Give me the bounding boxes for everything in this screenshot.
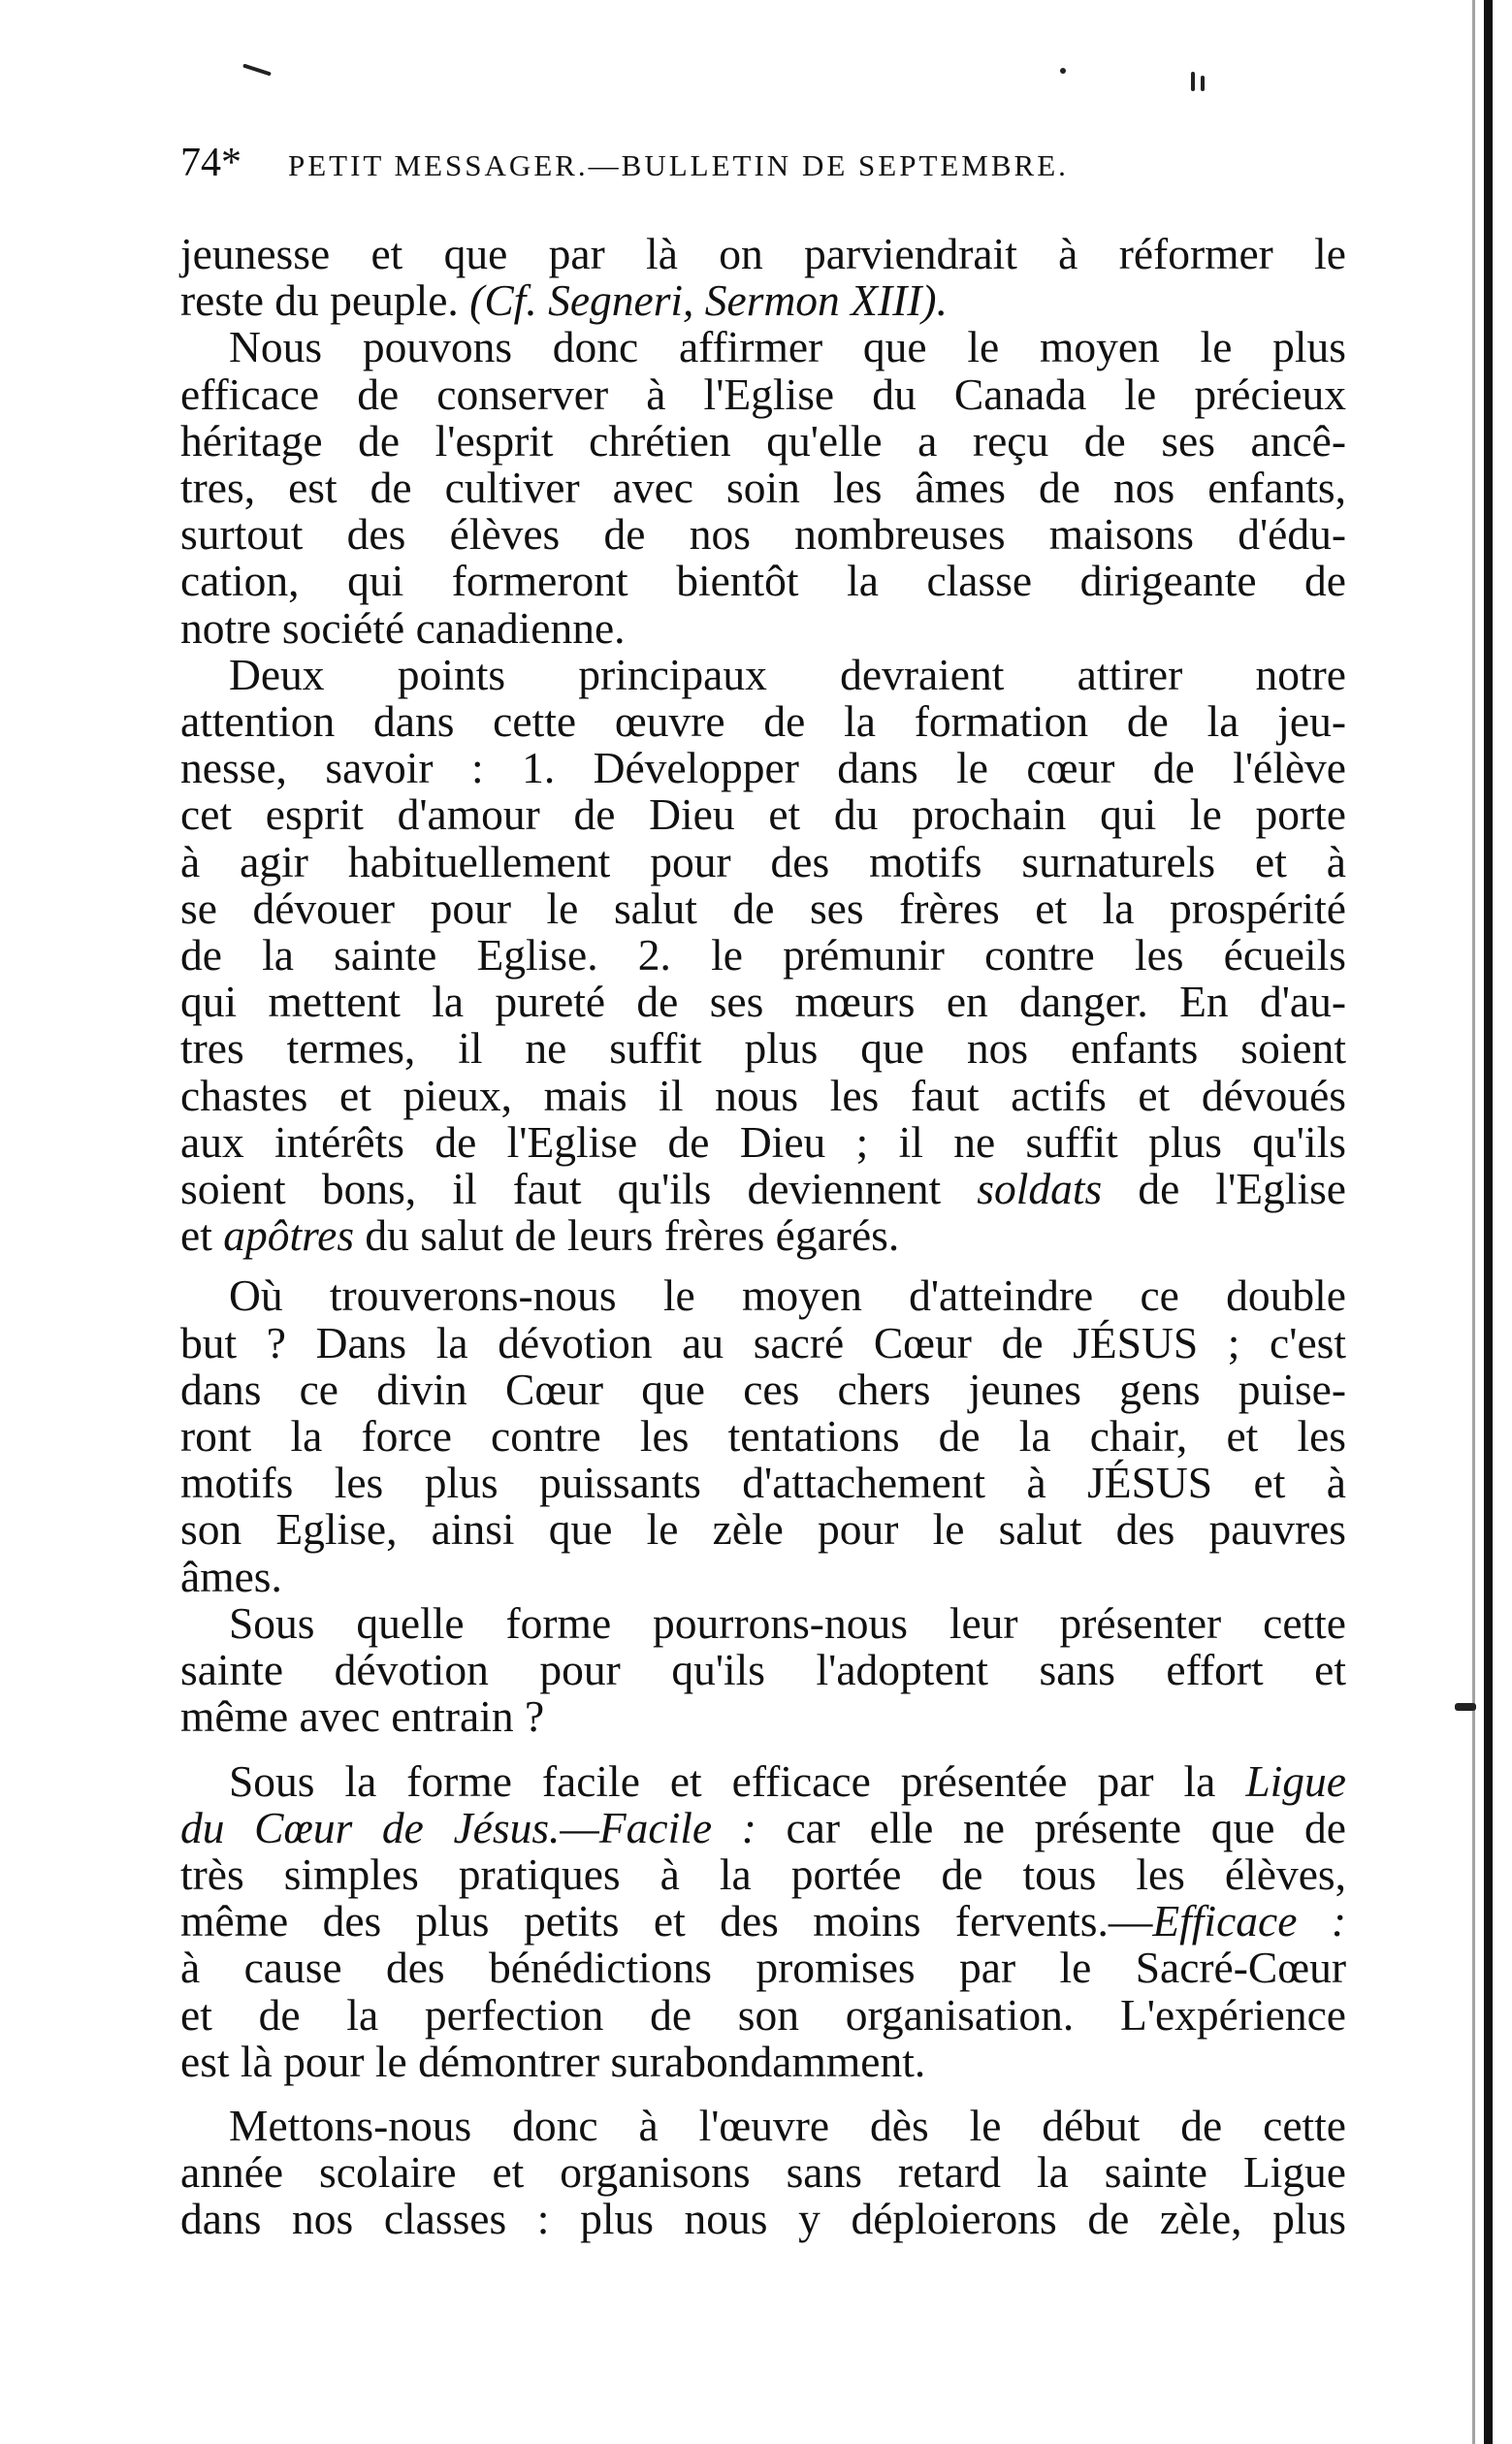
text-line	[180, 1755, 1346, 1806]
text-line: tres termes, il ne suffit plus que nos enfants soient	[180, 1023, 1346, 1074]
text-line: dans nos classes : plus nous y déploierons de zèle, plus	[180, 2194, 1346, 2244]
text-fragment: de l'Eglise	[1102, 1164, 1346, 1214]
text-line: notre société canadienne.	[180, 602, 626, 653]
text-line: Deux points principaux devraient attirer notre	[229, 649, 1346, 699]
text-line: à agir habituellement pour des motifs surnaturels et à	[180, 836, 1346, 886]
page-header	[180, 140, 1344, 198]
text-line: motifs les plus puissants d'attachement à JÉSUS et à	[180, 1458, 1346, 1508]
text-fragment: du salut de leurs frères égarés.	[354, 1210, 900, 1261]
emphasis-apotres: apôtres	[223, 1210, 355, 1261]
text-line: se dévouer pour le salut de ses frères et la prospérité	[180, 883, 1346, 933]
text-line: même avec entrain ?	[180, 1691, 545, 1742]
text-line	[180, 277, 1346, 324]
text-line: tres, est de cultiver avec soin les âmes de nos enfants,	[180, 463, 1346, 513]
text-fragment: car elle ne présente que de	[756, 1802, 1346, 1852]
paragraph-2	[180, 649, 1346, 1261]
running-head: PETIT MESSAGER.—BULLETIN DE SEPTEMBRE.	[288, 148, 1069, 182]
text-fragment: et	[180, 1210, 224, 1261]
text-line: chastes et pieux, mais il nous les faut actifs et dévoués	[180, 1070, 1346, 1120]
text-line: efficace de conserver à l'Eglise du Canada le précieux	[180, 369, 1346, 419]
paragraph-5	[180, 1755, 1346, 2086]
text-line: Mettons-nous donc à l'œuvre dès le début de cette	[229, 2100, 1346, 2150]
text-line: Où trouverons-nous le moyen d'atteindre ce double	[229, 1270, 1346, 1321]
citation: (Cf. Segneri, Sermon XIII).	[469, 275, 948, 326]
text-line	[180, 1166, 1346, 1212]
text-line: sainte dévotion pour qu'ils l'adoptent sans effort et	[180, 1645, 1346, 1695]
text-line: qui mettent la pureté de ses mœurs en danger. En d'au-	[180, 977, 1346, 1027]
scan-speck	[1201, 76, 1205, 91]
text-line: est là pour le démontrer surabondamment.	[180, 2036, 926, 2086]
text-line: aux intérêts de l'Eglise de Dieu ; il ne suffit plus qu'ils	[180, 1116, 1346, 1167]
emphasis-soldats: soldats	[977, 1164, 1103, 1214]
text-line: Sous quelle forme pourrons-nous leur présenter cette	[229, 1597, 1346, 1648]
text-fragment: soient bons, il faut qu'ils deviennent	[180, 1164, 978, 1214]
text-line: de la sainte Eglise. 2. le prémunir contre les écueils	[180, 930, 1346, 981]
text-line: âmes.	[180, 1551, 282, 1601]
text-line: cation, qui formeront bientôt la classe dirigeante de	[180, 556, 1346, 606]
text-line: cet esprit d'amour de Dieu et du prochain qui le porte	[180, 789, 1346, 840]
paragraph-6	[180, 2100, 1346, 2244]
emphasis-ligue: Ligue	[1245, 1755, 1346, 1806]
text-line: et de la perfection de son organisation. L'expérience	[180, 1989, 1346, 2040]
text-fragment: même des plus petits et des moins fervents.—	[180, 1896, 1153, 1946]
text-line	[180, 1898, 1346, 1945]
text-line: Nous pouvons donc affirmer que le moyen le plus	[229, 322, 1346, 372]
page-edge-shadow	[1472, 0, 1475, 2444]
scan-speck	[1455, 1703, 1476, 1711]
text-line	[180, 1212, 1346, 1259]
emphasis-efficace: Efficace :	[1152, 1896, 1346, 1946]
text-line: son Eglise, ainsi que le zèle pour le salut des pauvres	[180, 1504, 1346, 1555]
text-line: jeunesse et que par là on parviendrait à réformer le	[180, 229, 1346, 278]
text-fragment: Sous la forme facile et efficace présentée par la	[229, 1755, 1246, 1806]
text-line: but ? Dans la dévotion au sacré Cœur de JÉSUS ; c'est	[180, 1317, 1346, 1367]
text-line: nesse, savoir : 1. Développer dans le cœur de l'élève	[180, 743, 1346, 793]
text-line: à cause des bénédictions promises par le Sacré-Cœur	[180, 1943, 1346, 1993]
text-line: dans ce divin Cœur que ces chers jeunes gens puise-	[180, 1364, 1346, 1414]
page-number: 74*	[180, 141, 241, 185]
text-line: héritage de l'esprit chrétien qu'elle a reçu de ses ancê-	[180, 415, 1346, 466]
text-fragment: reste du peuple.	[180, 275, 470, 326]
text-line: ront la force contre les tentations de la chair, et les	[180, 1411, 1346, 1462]
paragraph-3	[180, 1272, 1346, 1599]
text-line: attention dans cette œuvre de la formation de la jeu-	[180, 696, 1346, 747]
page-edge-binding	[1484, 0, 1493, 2444]
text-line: année scolaire et organisons sans retard la sainte Ligue	[180, 2147, 1346, 2198]
paragraph-4	[180, 1597, 1346, 1742]
scan-speck	[1191, 72, 1195, 91]
scan-speck	[1060, 68, 1066, 74]
emphasis-du-coeur: du Cœur de Jésus.—Facile :	[180, 1802, 756, 1852]
text-line: surtout des élèves de nos nombreuses maisons d'édu-	[180, 509, 1346, 560]
scan-speck	[242, 63, 272, 76]
text-line: très simples pratiques à la portée de tous les élèves,	[180, 1849, 1346, 1899]
paragraph-1	[180, 231, 1346, 652]
body-text	[180, 231, 1346, 2243]
text-line	[180, 1802, 1346, 1852]
